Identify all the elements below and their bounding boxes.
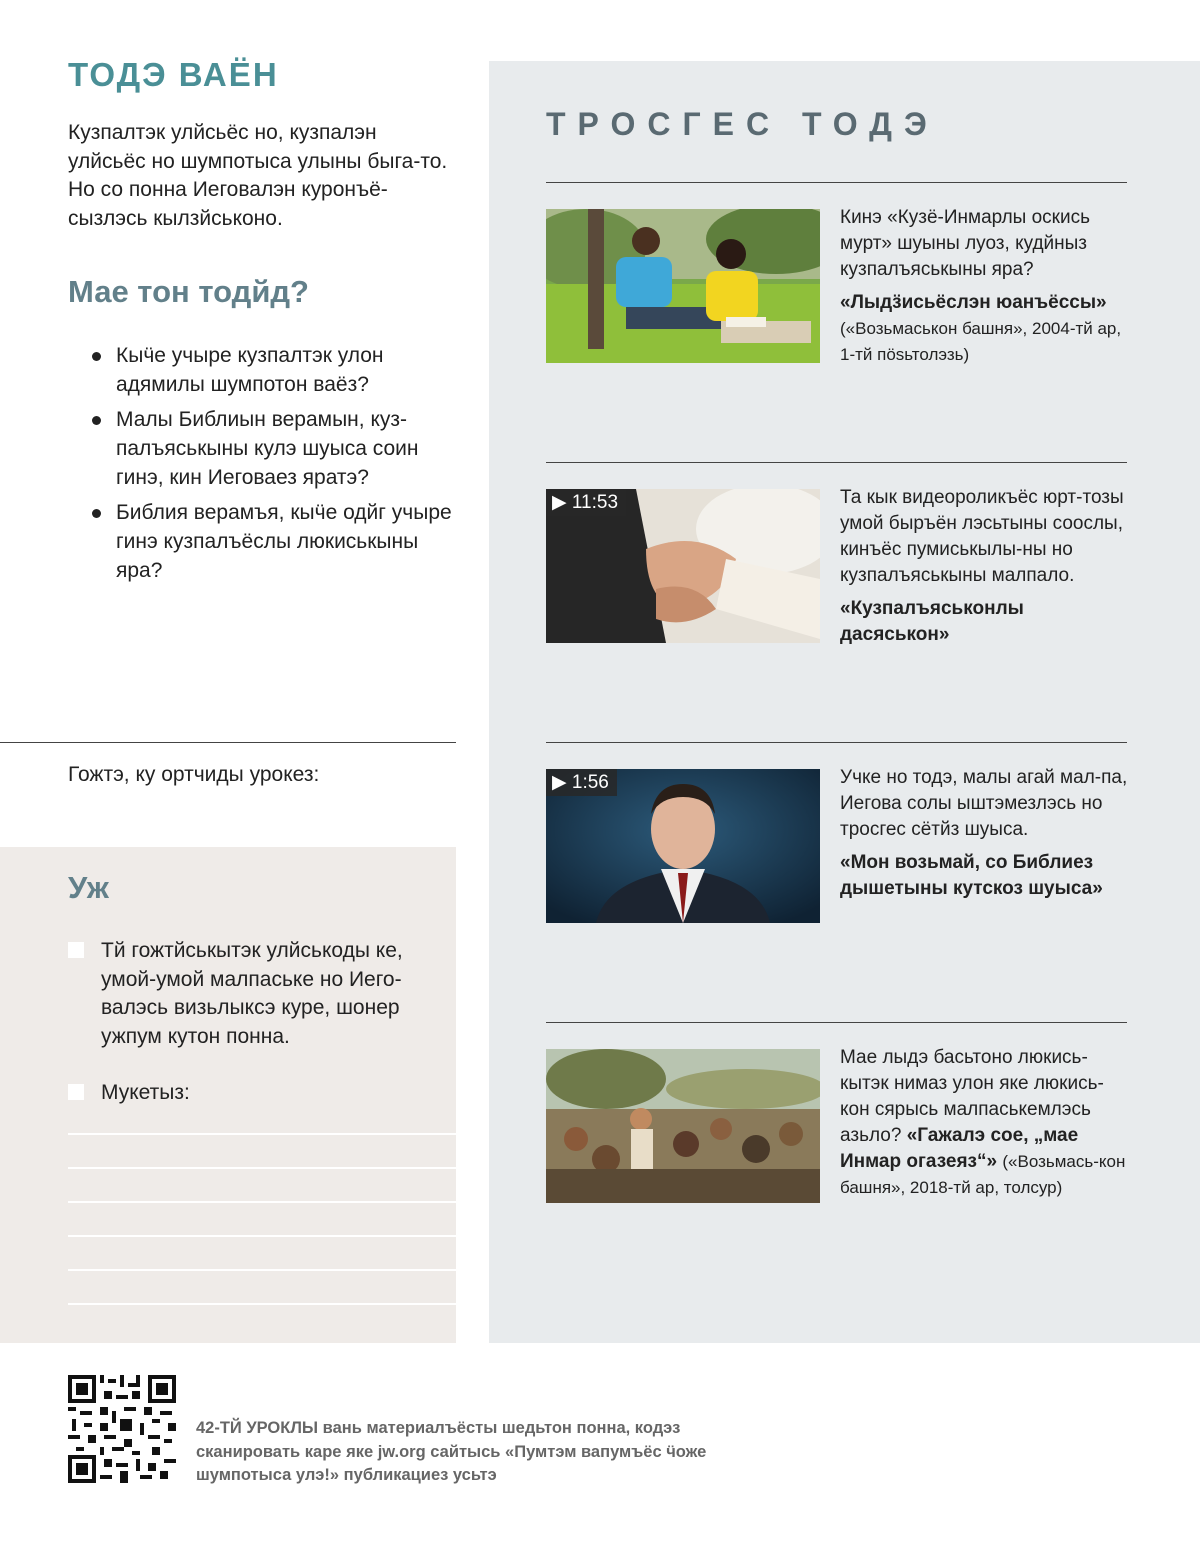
note-line[interactable]: [68, 1201, 456, 1203]
question-item: [90, 498, 460, 585]
research-source-meta: («Возьмась-кон башня», 2018-тй ар, толсур): [840, 1152, 1126, 1197]
task-text: Мукетыз:: [101, 1081, 190, 1104]
man-portrait-image[interactable]: [546, 769, 820, 923]
research-source-meta: («Возьмаськон башня», 2004-тй ар, 1-тй пösьтолэзь): [840, 319, 1122, 364]
video-duration-badge: ▶ 11:53: [546, 489, 626, 516]
divider: [546, 182, 1127, 183]
couple-reading-bible-image[interactable]: [546, 209, 820, 363]
note-line[interactable]: [68, 1303, 456, 1305]
checkbox-icon[interactable]: [68, 942, 84, 958]
checkbox-icon[interactable]: [68, 1084, 84, 1100]
divider: [546, 1022, 1127, 1023]
task-checkbox-item-other[interactable]: [68, 1079, 448, 1108]
research-question: Кинэ «Кузё-Инмарлы оскись мурт» шуыны луоз, кудйныз кузпалъяськыны яра?: [840, 207, 1090, 280]
duration-text: 1:56: [571, 772, 609, 793]
research-source-link[interactable]: «Лыдӟисьёслэн юанъёссы»: [840, 292, 1107, 313]
task-text: Тй гожтйськытэк улйськоды ке, умой-умой малпаське но Иего-валэсь визьлыксэ куре, шонер ужпум кутон понна.: [101, 939, 403, 1048]
research-question: Та кык видеороликъёс юрт-тозы умой быръён лэсьтыны сооcлы, кинъёс пумиськылы-ны но кузпалъяськыны малпало.: [840, 487, 1124, 586]
research-item: [840, 485, 1130, 648]
footer-text: [196, 1417, 736, 1488]
note-line[interactable]: [68, 1167, 456, 1169]
bullet-icon: [92, 416, 101, 425]
summary-text: Кузпалтэк улйсьёс но, кузпалэн улйсьёс но шумпотыса улыны быга-то. Но со понна Иеговалэн куронъё-сызлэсь кылзйськоно.: [68, 121, 448, 230]
research-question: Мае лыдэ басьтоно люкись-кытэк нимаз улон яке люкись-кон сярысь малпаськемлэсь азьло?: [840, 1047, 1104, 1146]
research-source-link[interactable]: «Мон возьмай, со Библиез дышетыны кутскоз шуыса»: [840, 852, 1103, 899]
question-text: Библия верамъя, кыӵе одйг учыре гинэ кузпалъёслы люкиськыны яра?: [116, 501, 452, 582]
question-item: [90, 341, 460, 399]
divider: [546, 742, 1127, 743]
duration-text: 11:53: [571, 492, 619, 513]
research-source-link[interactable]: «Гажалэ сое, „мае Инмар огазеяз“»: [840, 1125, 1079, 1172]
questions-title: Мае тон тодйд?: [68, 274, 309, 309]
note-line[interactable]: [68, 1269, 456, 1271]
question-text: Кыӵе учыре кузпалтэк улон адямилы шумпотон ваёз?: [116, 344, 384, 396]
question-text: Малы Библиын верамын, куз-палъяськыны кулэ шуыса соин гинэ, кин Иеговаез яратэ?: [116, 408, 419, 489]
bullet-icon: [92, 352, 101, 361]
task-title: Уж: [68, 870, 109, 905]
research-source-link[interactable]: «Кузпалъяськонлы дасяськон»: [840, 598, 1024, 645]
research-item: [840, 205, 1130, 368]
notes-label: Гожтэ, ку ортчиды урокез:: [68, 763, 320, 786]
task-checkbox-item[interactable]: [68, 937, 448, 1051]
research-title: ТРОСГЕС ТОДЭ: [546, 106, 939, 142]
video-duration-badge: ▶ 1:56: [546, 769, 617, 796]
divider: [546, 462, 1127, 463]
research-question: Учке но тодэ, малы агай мал-па, Иегова солы ыштэмезлэсь но тросгес сётйз шуыса.: [840, 767, 1128, 840]
research-item: [840, 765, 1130, 902]
note-line[interactable]: [68, 1133, 456, 1135]
divider: [0, 742, 456, 743]
qr-code-icon[interactable]: [68, 1375, 176, 1483]
question-item: [90, 405, 460, 492]
questions-list: [90, 341, 460, 591]
summary-title: ТОДЭ ВАЁН: [68, 56, 279, 93]
holding-hands-image[interactable]: [546, 489, 820, 643]
research-item: [840, 1045, 1130, 1201]
footer-lead: 42-ТЙ УРОКЛЫ: [196, 1419, 319, 1437]
footer-body: вань материалъёсты шедьтон понна, кодэз сканировать каре яке jw.org сайтысь «Пумтэм вапумъёс ӵоже шумпотыса улэ!» публикациез усьтэ: [196, 1419, 707, 1484]
note-line[interactable]: [68, 1235, 456, 1237]
bullet-icon: [92, 509, 101, 518]
jesus-crowd-image[interactable]: [546, 1049, 820, 1203]
